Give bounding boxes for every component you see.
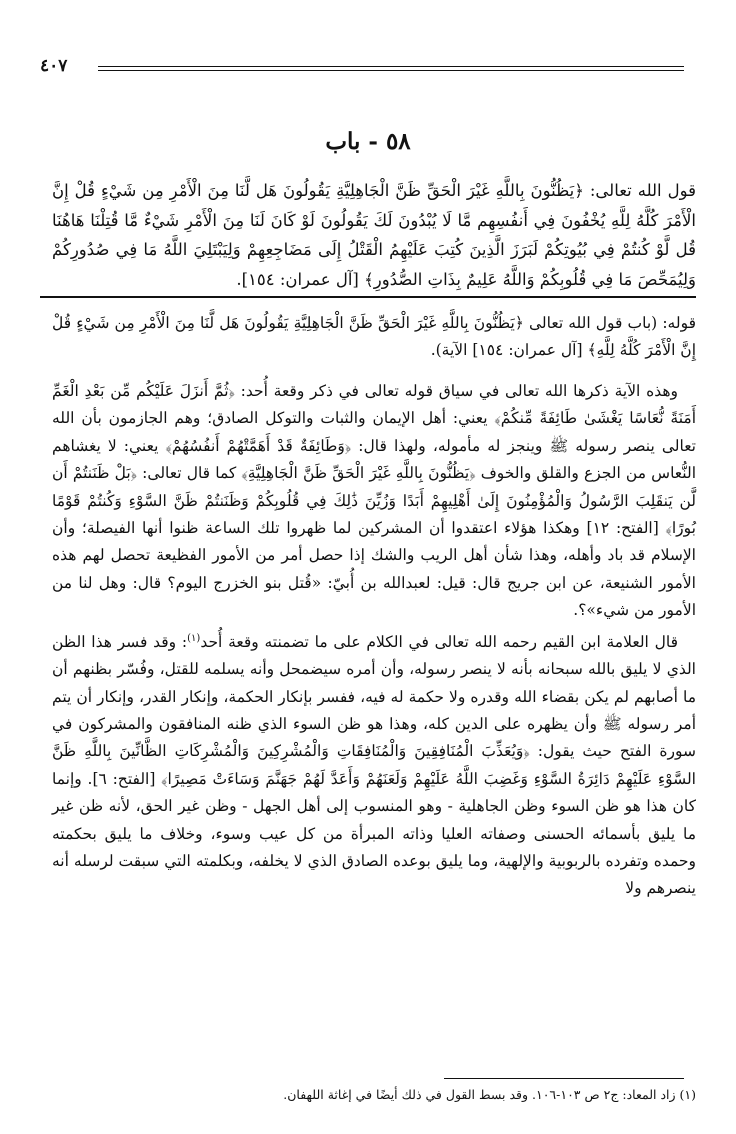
commentary-quote-block bbox=[52, 310, 696, 364]
footnote-marker: (١) bbox=[187, 632, 201, 644]
chapter-title: ٥٨ - باب bbox=[325, 128, 411, 155]
page-header bbox=[0, 54, 736, 84]
commentary-body bbox=[52, 378, 696, 903]
commentary-quote: قوله: (باب قول الله تعالى ﴿يَظُنُّونَ بِاللَّهِ غَيْرَ الْحَقِّ ظَنَّ الْجَاهِلِيَّةِ يَقُولُونَ هَل لَّنَا مِنَ الْأَمْرِ مِن شَيْءٍ قُلْ إِنَّ الْأَمْرَ كُلَّهُ لِلَّهِ﴾ [آل عمران: ١٥٤] الآية). bbox=[52, 314, 696, 359]
header-rule bbox=[98, 66, 684, 67]
footnote: (١) زاد المعاد: ج٢ ص ١٠٣-١٠٦. وقد بسط القول في ذلك أيضًا في إغاثة اللهفان. bbox=[283, 1087, 696, 1102]
page-number: ٤٠٧ bbox=[40, 56, 68, 76]
commentary-paragraph-1: وهذه الآية ذكرها الله تعالى في سياق قوله تعالى في ذكر وقعة أُحد: ﴿ثُمَّ أَنزَلَ عَلَيْكُم مِّن بَعْدِ الْغَمِّ أَمَنَةً نُّعَاسًا يَغْشَىٰ طَائِفَةً مِّنكُمْ﴾ يعني: أهل الإيمان والثبات والتوكل الصادق؛ وهم الجازمون بأن الله تعالى ينصر رسوله ﷺ وينجز له مأموله، ولهذا قال: ﴿وَطَائِفَةٌ قَدْ أَهَمَّتْهُمْ أَنفُسُهُمْ﴾ يعني: لا يغشاهم النُّعاس من الجزع والقلق والخوف ﴿يَظُنُّونَ بِاللَّهِ غَيْرَ الْحَقِّ ظَنَّ الْجَاهِلِيَّةِ﴾ كما قال تعالى: ﴿بَلْ ظَنَنتُمْ أَن لَّن يَنقَلِبَ الرَّسُولُ وَالْمُؤْمِنُونَ إِلَىٰ أَهْلِيهِمْ أَبَدًا وَزُيِّنَ ذَٰلِكَ فِي قُلُوبِكُمْ وَظَنَنتُمْ ظَنَّ السَّوْءِ وَكُنتُمْ قَوْمًا بُورًا﴾ [الفتح: ١٢] وهكذا هؤلاء اعتقدوا أن المشركين لما ظهروا تلك الساعة ظنوا أنها الفيصلة؛ وأن الإسلام قد باد وأهله، وهذا شأن أهل الريب والشك إذا حصل أمر من الأمور الفظيعة تحصل لهم هذه الأمور الشنيعة، عن ابن جريج قال: قيل: لعبدالله بن أُبيّ: «قُتل بنو الخزرج اليوم؟ قال: وهل لنا من الأمور من شيء»؟. bbox=[52, 382, 696, 620]
header-rule bbox=[98, 70, 684, 71]
footnote-rule bbox=[444, 1078, 684, 1079]
verse-block bbox=[52, 176, 696, 294]
verse-text: قول الله تعالى: ﴿يَظُنُّونَ بِاللَّهِ غَيْرَ الْحَقِّ ظَنَّ الْجَاهِلِيَّةِ يَقُولُونَ هَل لَّنَا مِنَ الْأَمْرِ مِن شَيْءٍ قُلْ إِنَّ الْأَمْرَ كُلَّهُ لِلَّهِ يُخْفُونَ فِي أَنفُسِهِم مَّا لَا يُبْدُونَ لَكَ يَقُولُونَ لَوْ كَانَ لَنَا مِنَ الْأَمْرِ شَيْءٌ مَّا قُتِلْنَا هَاهُنَا قُل لَّوْ كُنتُمْ فِي بُيُوتِكُمْ لَبَرَزَ الَّذِينَ كُتِبَ عَلَيْهِمُ الْقَتْلُ إِلَى مَضَاجِعِهِمْ وَلِيَبْتَلِيَ اللَّهُ مَا فِي صُدُورِكُمْ وَلِيُمَحِّصَ مَا فِي قُلُوبِكُمْ وَاللَّهُ عَلِيمٌ بِذَاتِ الصُّدُورِ﴾ [آل عمران: ١٥٤]. bbox=[52, 181, 696, 289]
commentary-paragraph-2: قال العلامة ابن القيم رحمه الله تعالى في الكلام على ما تضمنته وقعة أُحد$^{(١)}$: وقد فسر هذا الظن الذي لا يليق بالله سبحانه بأنه لا ينصر رسوله، وأن أمره سيضمحل وأنه يسلمه للقتل، وفُسّر بظنهم أن ما أصابهم لم يكن بقضاء الله وقدره ولا حكمة له فيه، ففسر بإنكار الحكمة، وإنكار القدر، وإنكار أن يتم أمر رسوله ﷺ وأن يظهره على الدين كله، وهذا هو ظن السوء الذي ظنه المنافقون والمشركون في سورة الفتح حيث يقول: ﴿وَيُعَذِّبَ الْمُنَافِقِينَ وَالْمُنَافِقَاتِ وَالْمُشْرِكِينَ وَالْمُشْرِكَاتِ الظَّانِّينَ بِاللَّهِ ظَنَّ السَّوْءِ عَلَيْهِمْ دَائِرَةُ السَّوْءِ وَغَضِبَ اللَّهُ عَلَيْهِمْ وَلَعَنَهُمْ وَأَعَدَّ لَهُمْ جَهَنَّمَ وَسَاءَتْ مَصِيرًا﴾ [الفتح: ٦]. وإنما كان هذا هو ظن السوء وظن الجاهلية - وهو المنسوب إلى أهل الجهل - وظن غير الحق، لأنه ظن غير ما يليق بأسمائه الحسنى وصفاته العليا وذاته المبرأة من كل عيب وسوء، وخلاف ما يليق بحكمته وحمده وتفرده بالربوبية والإلهية، وما يليق بوعده الصادق الذي لا يخلفه، وبكلمته التي سبقت لرسله أنه ينصرهم ولا bbox=[52, 632, 696, 898]
section-divider bbox=[40, 296, 696, 298]
